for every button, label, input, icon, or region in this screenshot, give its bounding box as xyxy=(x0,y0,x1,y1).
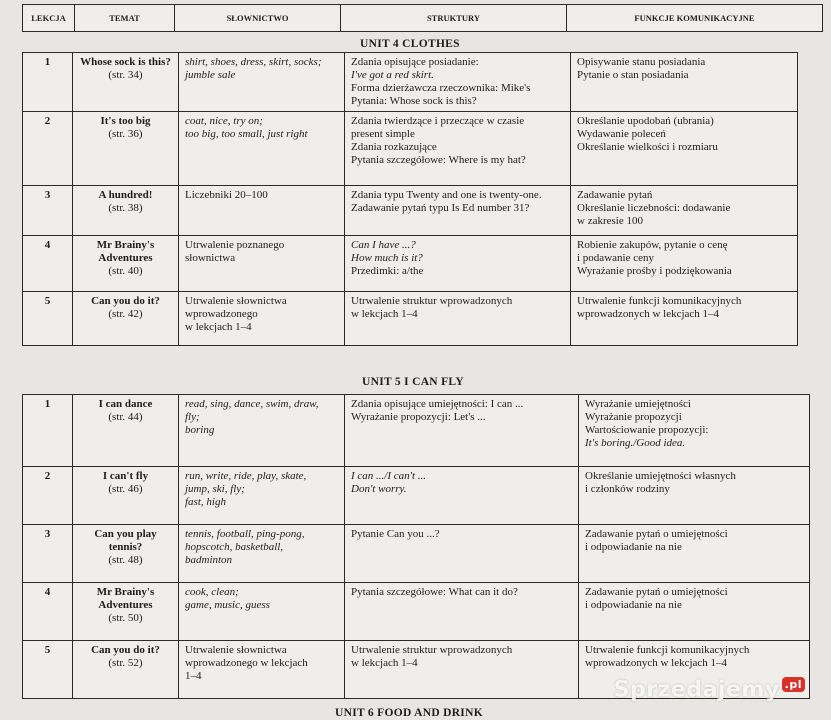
lesson-number: 4 xyxy=(23,583,73,641)
vocabulary-cell xyxy=(179,53,345,112)
lesson-topic xyxy=(73,236,179,292)
cell-line: Zadawanie pytań typu Is Ed number 31? xyxy=(351,202,530,214)
lesson-number: 5 xyxy=(23,292,73,346)
topic-page: (str. 34) xyxy=(108,69,143,81)
cell-line: Wyrażanie prośby i podziękowania xyxy=(577,265,732,277)
cell-line: read, sing, dance, swim, draw, xyxy=(185,398,319,410)
vocabulary-cell xyxy=(179,186,345,236)
unit-4-title: UNIT 4 CLOTHES xyxy=(360,38,460,50)
cell-line: wprowadzonych w lekcjach 1–4 xyxy=(585,657,728,669)
cell-line: Can I have ...? xyxy=(351,239,416,251)
topic-page: (str. 48) xyxy=(108,554,143,566)
cell-line: hopscotch, basketball, xyxy=(185,541,284,553)
cell-line: w zakresie 100 xyxy=(577,215,643,227)
watermark-text: Sprzedajemy xyxy=(613,677,780,702)
header-struktury: STRUKTURY xyxy=(341,5,567,32)
table-row xyxy=(23,236,798,292)
cell-line: w lekcjach 1–4 xyxy=(185,321,252,333)
lesson-topic xyxy=(73,525,179,583)
table-row xyxy=(23,112,798,186)
cell-line: present simple xyxy=(351,128,415,140)
topic-title: Mr Brainy's Adventures xyxy=(96,586,155,611)
table-row xyxy=(23,525,810,583)
cell-line: It's boring./Good idea. xyxy=(585,437,686,449)
vocabulary-cell xyxy=(179,525,345,583)
functions-cell xyxy=(571,186,798,236)
cell-line: coat, nice, try on; xyxy=(185,115,263,127)
vocabulary-cell xyxy=(179,395,345,467)
unit-4-table xyxy=(22,52,798,346)
cell-line: Pytanie Can you ...? xyxy=(351,528,440,540)
unit-5-title: UNIT 5 I CAN FLY xyxy=(362,376,464,388)
cell-line: Liczebniki 20–100 xyxy=(185,189,268,201)
cell-line: Wydawanie poleceń xyxy=(577,128,666,140)
cell-line: Don't worry. xyxy=(351,483,407,495)
table-row xyxy=(23,467,810,525)
lesson-number: 1 xyxy=(23,395,73,467)
cell-line: Określanie liczebności: dodawanie xyxy=(577,202,731,214)
cell-line: Określanie wielkości i rozmiaru xyxy=(577,141,718,153)
cell-line: fly; xyxy=(185,411,200,423)
cell-line: Utrwalenie funkcji komunikacyjnych xyxy=(577,295,742,307)
structures-cell xyxy=(345,395,579,467)
lesson-number: 1 xyxy=(23,53,73,112)
cell-line: w lekcjach 1–4 xyxy=(351,657,418,669)
cell-line: i członków rodziny xyxy=(585,483,670,495)
table-row xyxy=(23,395,810,467)
topic-page: (str. 50) xyxy=(108,612,143,624)
structures-cell xyxy=(345,292,571,346)
cell-line: Zdania twierdzące i przeczące w czasie xyxy=(351,115,525,127)
vocabulary-cell xyxy=(179,641,345,699)
topic-page: (str. 40) xyxy=(108,265,143,277)
cell-line: I can .../I can't ... xyxy=(351,470,427,482)
topic-page: (str. 46) xyxy=(108,483,143,495)
topic-title: Mr Brainy's Adventures xyxy=(96,239,155,264)
cell-line: jumble sale xyxy=(185,69,236,81)
table-row xyxy=(23,53,798,112)
cell-line: Utrwalenie funkcji komunikacyjnych xyxy=(585,644,750,656)
cell-line: Wyrażanie propozycji xyxy=(585,411,682,423)
cell-line: Utrwalenie poznanego xyxy=(185,239,285,251)
cell-line: Forma dzierżawcza rzeczownika: Mike's xyxy=(351,82,531,94)
cell-line: game, music, guess xyxy=(185,599,270,611)
lesson-number: 5 xyxy=(23,641,73,699)
lesson-topic xyxy=(73,186,179,236)
lesson-topic xyxy=(73,53,179,112)
cell-line: wprowadzonego w lekcjach xyxy=(185,657,308,669)
lesson-number: 4 xyxy=(23,236,73,292)
functions-cell xyxy=(571,53,798,112)
cell-line: shirt, shoes, dress, skirt, socks; xyxy=(185,56,322,68)
lesson-number: 3 xyxy=(23,186,73,236)
vocabulary-cell xyxy=(179,467,345,525)
functions-cell xyxy=(579,583,810,641)
unit-5-table xyxy=(22,394,810,699)
structures-cell xyxy=(345,186,571,236)
topic-title: Can you do it? xyxy=(91,295,160,307)
cell-line: Wyrażanie umiejętności xyxy=(585,398,691,410)
table-row xyxy=(23,186,798,236)
topic-page: (str. 38) xyxy=(108,202,143,214)
cell-line: i odpowiadanie na nie xyxy=(585,541,682,553)
cell-line: Zdania typu Twenty and one is twenty-one. xyxy=(351,189,542,201)
cell-line: Pytania szczegółowe: What can it do? xyxy=(351,586,518,598)
lesson-topic xyxy=(73,583,179,641)
cell-line: jump, ski, fly; xyxy=(185,483,245,495)
header-lekcja: LEKCJA xyxy=(23,5,75,32)
cell-line: Określanie umiejętności własnych xyxy=(585,470,736,482)
structures-cell xyxy=(345,467,579,525)
topic-page: (str. 44) xyxy=(108,411,143,423)
unit-6-title: UNIT 6 FOOD AND DRINK xyxy=(335,707,483,719)
cell-line: Zdania rozkazujące xyxy=(351,141,437,153)
header-row xyxy=(23,5,823,32)
cell-line: I've got a red skirt. xyxy=(351,69,434,81)
cell-line: tennis, football, ping-pong, xyxy=(185,528,305,540)
lesson-topic xyxy=(73,641,179,699)
structures-cell xyxy=(345,236,571,292)
functions-cell xyxy=(571,292,798,346)
cell-line: Utrwalenie struktur wprowadzonych xyxy=(351,644,513,656)
cell-line: wprowadzonego xyxy=(185,308,258,320)
topic-title: I can dance xyxy=(98,398,153,410)
table-row xyxy=(23,583,810,641)
topic-title: I can't fly xyxy=(102,470,149,482)
cell-line: too big, too small, just right xyxy=(185,128,308,140)
structures-cell xyxy=(345,583,579,641)
structures-cell xyxy=(345,53,571,112)
cell-line: Wyrażanie propozycji: Let's ... xyxy=(351,411,486,423)
cell-line: słownictwa xyxy=(185,252,236,264)
topic-page: (str. 36) xyxy=(108,128,143,140)
lesson-number: 2 xyxy=(23,112,73,186)
cell-line: Utrwalenie słownictwa xyxy=(185,644,287,656)
cell-line: Pytania: Whose sock is this? xyxy=(351,95,477,107)
topic-page: (str. 42) xyxy=(108,308,143,320)
cell-line: Zadawanie pytań xyxy=(577,189,653,201)
cell-line: w lekcjach 1–4 xyxy=(351,308,418,320)
header-slownictwo: SŁOWNICTWO xyxy=(175,5,341,32)
cell-line: Zdania opisujące posiadanie: xyxy=(351,56,479,68)
structures-cell xyxy=(345,112,571,186)
functions-cell xyxy=(579,395,810,467)
lesson-topic xyxy=(73,467,179,525)
topic-title: A hundred! xyxy=(98,189,153,201)
lesson-number: 2 xyxy=(23,467,73,525)
lesson-number: 3 xyxy=(23,525,73,583)
lesson-topic xyxy=(73,112,179,186)
watermark-logo xyxy=(614,677,805,702)
header-temat: TEMAT xyxy=(75,5,175,32)
cell-line: Przedimki: a/the xyxy=(351,265,424,277)
watermark-badge: .pl xyxy=(782,677,805,692)
functions-cell xyxy=(579,467,810,525)
vocabulary-cell xyxy=(179,236,345,292)
cell-line: Zadawanie pytań o umiejętności xyxy=(585,586,728,598)
cell-line: Utrwalenie słownictwa xyxy=(185,295,287,307)
cell-line: Pytania szczegółowe: Where is my hat? xyxy=(351,154,526,166)
topic-title: Can you play tennis? xyxy=(94,528,157,553)
cell-line: cook, clean; xyxy=(185,586,239,598)
cell-line: Pytanie o stan posiadania xyxy=(577,69,689,81)
cell-line: Wartościowanie propozycji: xyxy=(585,424,709,436)
cell-line: How much is it? xyxy=(351,252,423,264)
topic-title: Whose sock is this? xyxy=(80,56,171,68)
topic-page: (str. 52) xyxy=(108,657,143,669)
cell-line: boring xyxy=(185,424,215,436)
cell-line: i odpowiadanie na nie xyxy=(585,599,682,611)
table-row xyxy=(23,292,798,346)
header-funkcje: FUNKCJE KOMUNIKACYJNE xyxy=(567,5,823,32)
cell-line: wprowadzonych w lekcjach 1–4 xyxy=(577,308,720,320)
cell-line: fast, high xyxy=(185,496,226,508)
cell-line: badminton xyxy=(185,554,233,566)
cell-line: Robienie zakupów, pytanie o cenę xyxy=(577,239,728,251)
functions-cell xyxy=(579,525,810,583)
functions-cell xyxy=(571,112,798,186)
cell-line: Określanie upodobań (ubrania) xyxy=(577,115,714,127)
vocabulary-cell xyxy=(179,292,345,346)
cell-line: 1–4 xyxy=(185,670,202,682)
cell-line: Utrwalenie struktur wprowadzonych xyxy=(351,295,513,307)
vocabulary-cell xyxy=(179,112,345,186)
functions-cell xyxy=(571,236,798,292)
lesson-topic xyxy=(73,292,179,346)
cell-line: run, write, ride, play, skate, xyxy=(185,470,307,482)
structures-cell xyxy=(345,525,579,583)
cell-line: Opisywanie stanu posiadania xyxy=(577,56,706,68)
column-header-table xyxy=(22,4,823,32)
lesson-topic xyxy=(73,395,179,467)
cell-line: Zdania opisujące umiejętności: I can ... xyxy=(351,398,524,410)
topic-title: It's too big xyxy=(100,115,151,127)
structures-cell xyxy=(345,641,579,699)
vocabulary-cell xyxy=(179,583,345,641)
cell-line: Zadawanie pytań o umiejętności xyxy=(585,528,728,540)
topic-title: Can you do it? xyxy=(91,644,160,656)
cell-line: i podawanie ceny xyxy=(577,252,654,264)
